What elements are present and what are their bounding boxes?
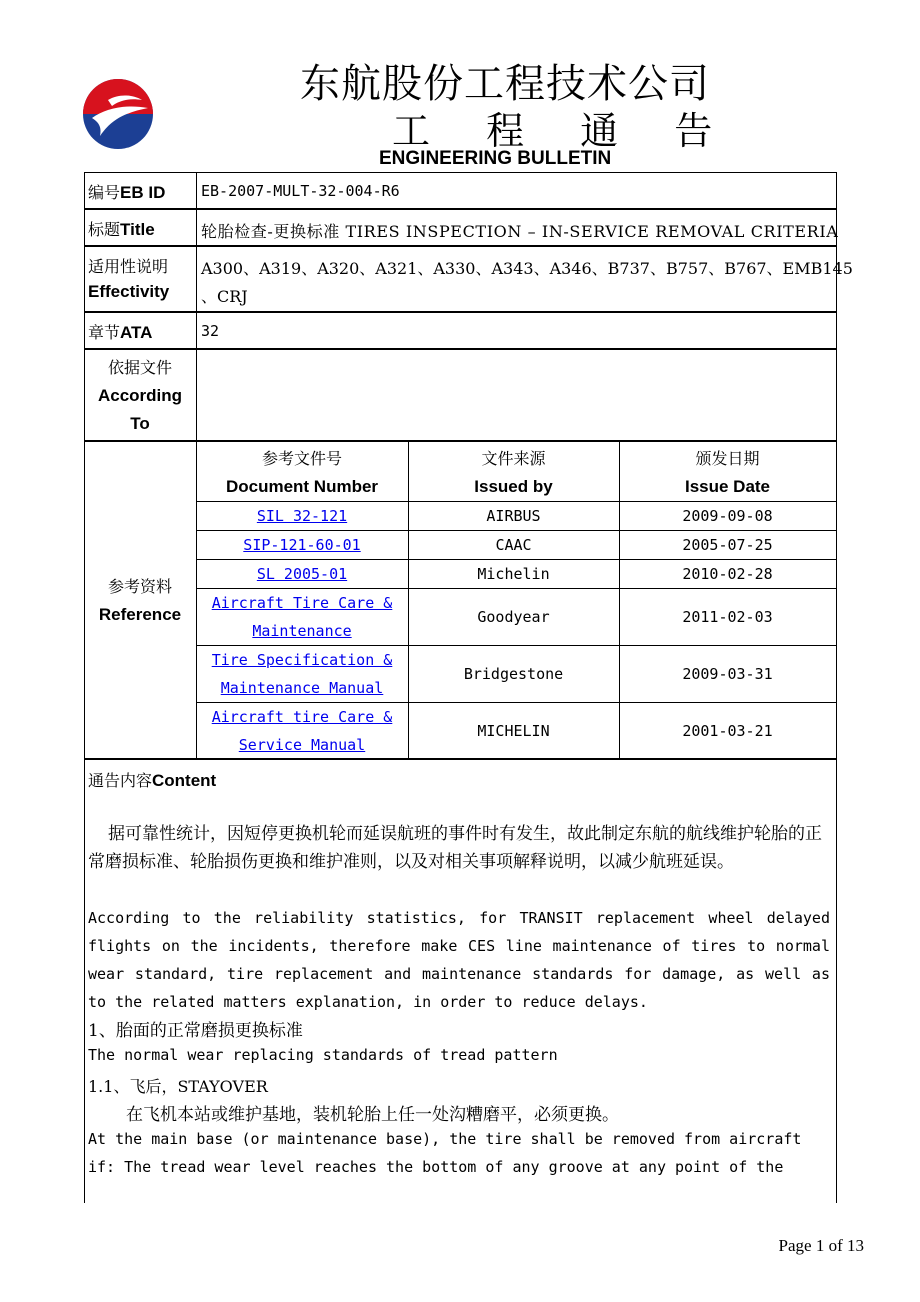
effectivity-value-line1: A300、A319、A320、A321、A330、A343、A346、B737、B757、B767、EMB145 xyxy=(201,259,853,278)
title-label: 标题Title xyxy=(88,220,155,239)
table-row xyxy=(196,560,408,588)
date-cell: 2005-07-25 xyxy=(682,536,773,554)
eb-id-value: EB-2007-MULT-32-004-R6 xyxy=(201,182,400,200)
header-issued-by: 文件来源 Issued by xyxy=(474,449,553,496)
header-document-number: 参考文件号 Document Number xyxy=(225,449,379,496)
intro-paragraph-en: According to the reliability statistics, for TRANSIT replacement wheel delayed flights on the incidents, therefore make CES line maintenance of tires to normal wear standard, tire replacement and maintenance standards for damage, as well as to the related matters explanation, in order to reduce delays. xyxy=(88,909,830,1011)
section-1-1-text-cn: 在飞机本站或维护基地，装机轮胎上任一处沟糟磨平，必须更换。 xyxy=(126,1105,619,1125)
effectivity-label-cn: 适用性说明 xyxy=(88,257,169,276)
date-cell: 2009-03-31 xyxy=(682,665,773,683)
issuer-cell: AIRBUS xyxy=(486,507,541,525)
doc-link[interactable]: Aircraft Tire Care & xyxy=(211,594,393,612)
date-cell: 2011-02-03 xyxy=(682,608,773,626)
according-to-label: 依据文件 According To xyxy=(97,358,183,433)
section-1-1-text-en-line1: At the main base (or maintenance base), the tire shall be removed from aircraft xyxy=(88,1130,802,1148)
effectivity-value-line2: 、CRJ xyxy=(201,287,248,306)
section-1-heading-en: The normal wear replacing standards of tread pattern xyxy=(88,1046,558,1064)
page-number: Page 1 of 13 xyxy=(778,1236,864,1255)
bulletin-title-cn: 工 程 通 告 xyxy=(392,109,735,153)
table-row xyxy=(196,703,408,759)
header-issue-date: 颁发日期 Issue Date xyxy=(684,449,771,496)
reference-label: 参考资料 Reference xyxy=(98,577,182,624)
doc-link[interactable]: SL 2005-01 xyxy=(256,565,348,583)
table-row xyxy=(196,646,408,702)
title-value: 轮胎检查-更换标准 TIRES INSPECTION – IN-SERVICE REMOVAL CRITERIA xyxy=(201,222,839,241)
ata-label: 章节ATA xyxy=(88,323,153,342)
issuer-cell: MICHELIN xyxy=(477,722,550,740)
intro-paragraph-cn: 据可靠性统计，因短停更换机轮而延误航班的事件时有发生，故此制定东航的航线维护轮胎的正常磨损标准、轮胎损伤更换和维护准则，以及对相关事项解释说明，以减少航班延误。 xyxy=(88,824,822,872)
table-row xyxy=(196,589,408,645)
ata-value: 32 xyxy=(201,322,220,340)
section-1-1-heading: 1.1、飞后，STAYOVER xyxy=(88,1077,268,1096)
bulletin-title-en: ENGINEERING BULLETIN xyxy=(379,148,612,169)
doc-link[interactable]: Maintenance xyxy=(252,622,352,640)
issuer-cell: Bridgestone xyxy=(463,665,564,683)
doc-link[interactable]: Service Manual xyxy=(238,736,366,754)
company-logo-icon xyxy=(82,78,154,150)
issuer-cell: Michelin xyxy=(477,565,550,583)
effectivity-label-en: Effectivity xyxy=(88,282,170,301)
content-title: 通告内容Content xyxy=(88,771,217,790)
table-row xyxy=(196,502,408,530)
table-row xyxy=(196,531,408,559)
date-cell: 2001-03-21 xyxy=(682,722,773,740)
date-cell: 2009-09-08 xyxy=(682,507,773,525)
issuer-cell: CAAC xyxy=(495,536,532,554)
company-name: 东航股份工程技术公司 xyxy=(300,61,710,107)
date-cell: 2010-02-28 xyxy=(682,565,773,583)
eb-id-label: 编号EB ID xyxy=(88,183,166,202)
section-1-heading-cn: 1、胎面的正常磨损更换标准 xyxy=(88,1021,303,1041)
doc-link[interactable]: Maintenance Manual xyxy=(220,679,384,697)
issuer-cell: Goodyear xyxy=(477,608,550,626)
doc-link[interactable]: SIL 32-121 xyxy=(256,507,348,525)
doc-link[interactable]: Tire Specification & xyxy=(211,651,393,669)
doc-link[interactable]: Aircraft tire Care & xyxy=(211,708,393,726)
doc-link[interactable]: SIP-121-60-01 xyxy=(243,536,361,554)
section-1-1-text-en-line2: if: The tread wear level reaches the bottom of any groove at any point of the xyxy=(88,1158,784,1176)
